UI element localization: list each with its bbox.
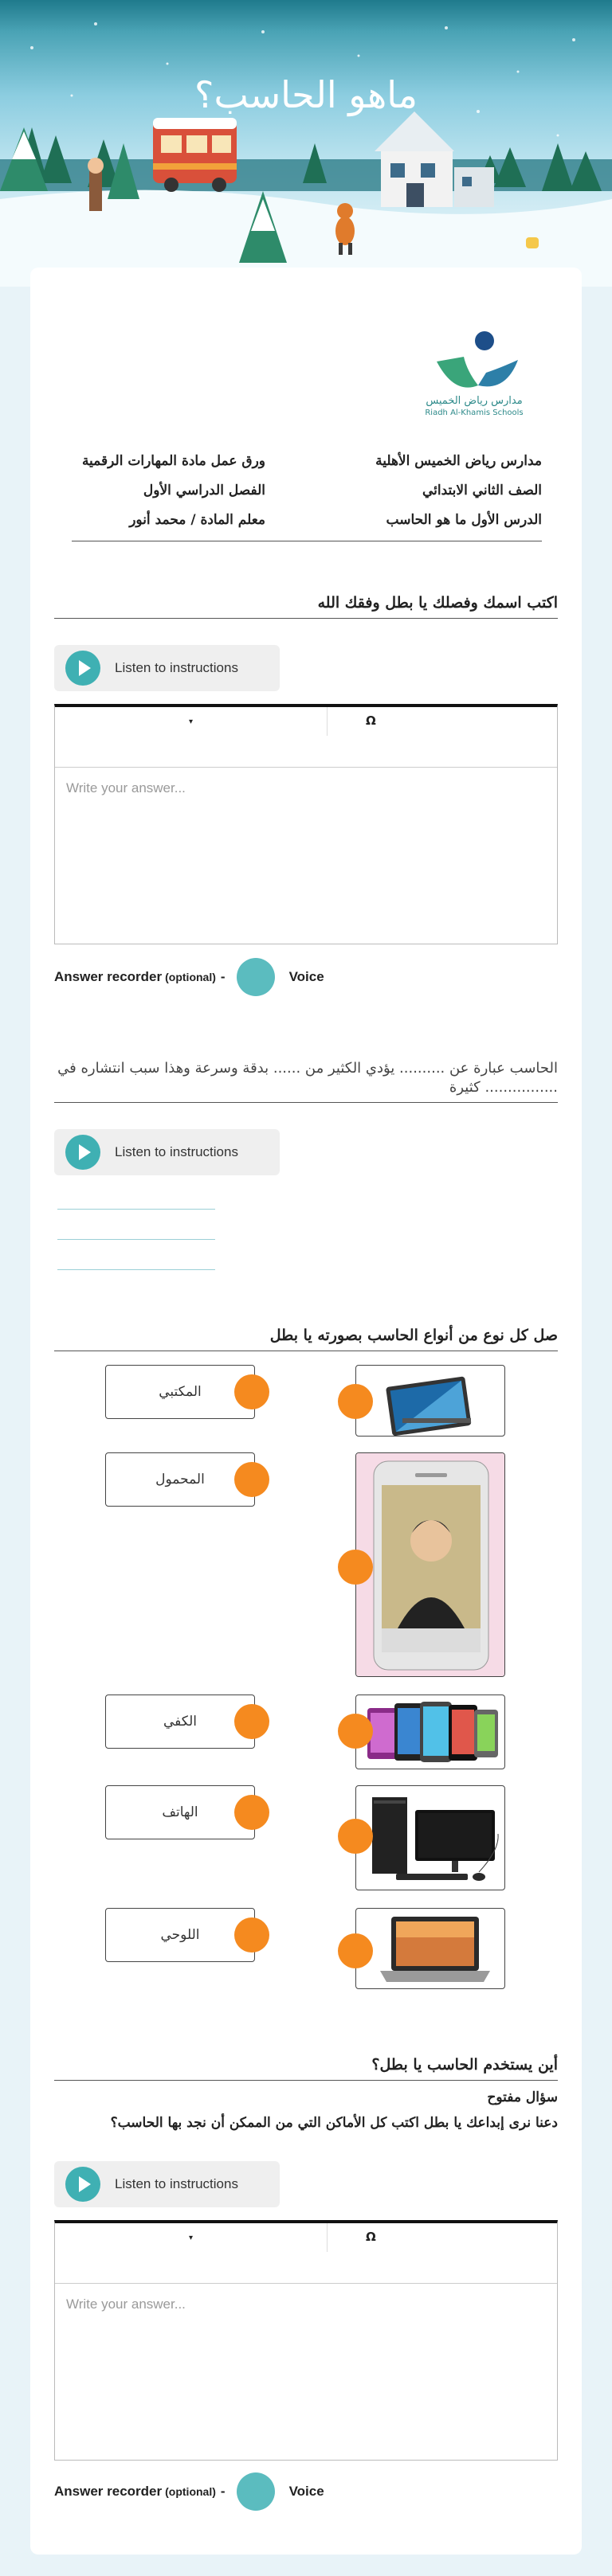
match-dot-word[interactable] — [234, 1795, 269, 1830]
match-word-tablet[interactable]: اللوحي — [105, 1908, 255, 1962]
handheld-devices-image[interactable] — [355, 1695, 505, 1769]
recorder-label: Answer recorder — [54, 2484, 163, 2499]
school-logo-english: Riadh Al-Khamis Schools — [425, 408, 524, 417]
answer-recorder-q4 — [54, 2472, 324, 2512]
answer-textarea[interactable]: Write your answer... — [66, 2297, 186, 2312]
answer-editor-q4 — [54, 2220, 558, 2461]
info-row — [72, 505, 542, 534]
winter-scene-illustration — [0, 0, 612, 287]
listen-label: Listen to instructions — [115, 2176, 238, 2191]
recorder-dash: - — [220, 2484, 226, 2499]
match-word-phone[interactable]: الهاتف — [105, 1785, 255, 1839]
listen-label: Listen to instructions — [115, 660, 238, 675]
info-row — [72, 475, 542, 505]
info-left: معلم المادة / محمد أنور — [129, 511, 265, 528]
recorder-optional: (optional) — [165, 2485, 216, 2498]
match-word-handheld[interactable]: الكفي — [105, 1695, 255, 1749]
answer-recorder-q1 — [54, 957, 324, 997]
info-right: الصف الثاني الابتدائي — [422, 482, 542, 498]
question-4-title: أين يستخدم الحاسب يا بطل؟ — [54, 2056, 558, 2081]
worksheet-card — [30, 268, 582, 2555]
match-word-laptop[interactable]: المحمول — [105, 1452, 255, 1507]
desktop-image[interactable] — [355, 1785, 505, 1890]
editor-toolbar — [55, 2223, 557, 2284]
match-word-desktop[interactable]: المكتبي — [105, 1365, 255, 1419]
format-dropdown[interactable]: ▾ — [55, 707, 328, 736]
voice-record-button[interactable] — [237, 2472, 275, 2511]
match-dot-image[interactable] — [338, 1550, 373, 1585]
info-right: الدرس الأول ما هو الحاسب — [386, 511, 542, 528]
fill-in-blank-text: الحاسب عبارة عن .......... يؤدي الكثير من ...... بدقة وسرعة وهذا سبب انتشاره في ................ كثيرة — [54, 1059, 558, 1103]
match-dot-word[interactable] — [234, 1462, 269, 1497]
match-dot-image[interactable] — [338, 1714, 373, 1749]
question-1-title: اكتب اسمك وفصلك يا بطل وفقك الله — [54, 594, 558, 619]
answer-blank-1[interactable] — [57, 1209, 215, 1210]
match-dot-image[interactable] — [338, 1384, 373, 1419]
laptop-image[interactable] — [355, 1908, 505, 1989]
question-3-title: صل كل نوع من أنواع الحاسب بصورته يا بطل — [54, 1327, 558, 1351]
answer-textarea[interactable]: Write your answer... — [66, 780, 186, 795]
answer-blank-2[interactable] — [57, 1239, 215, 1240]
header-banner — [0, 0, 612, 287]
editor-toolbar — [55, 707, 557, 768]
play-icon — [65, 1135, 100, 1170]
play-icon — [65, 2167, 100, 2202]
listen-button-q4[interactable] — [54, 2161, 280, 2207]
voice-record-button[interactable] — [237, 958, 275, 996]
match-dot-word[interactable] — [234, 1917, 269, 1953]
match-dot-image[interactable] — [338, 1819, 373, 1854]
special-character-button[interactable]: Ω — [366, 713, 376, 728]
listen-label: Listen to instructions — [115, 1144, 238, 1159]
recorder-dash: - — [220, 969, 226, 984]
info-left: ورق عمل مادة المهارات الرقمية — [81, 452, 265, 469]
info-left: الفصل الدراسي الأول — [143, 482, 265, 498]
voice-label: Voice — [288, 969, 324, 984]
school-info — [72, 446, 542, 541]
answer-editor-q1 — [54, 704, 558, 944]
info-row — [72, 446, 542, 475]
info-right: مدارس رياض الخميس الأهلية — [375, 452, 542, 469]
play-icon — [65, 651, 100, 686]
listen-button-q1[interactable] — [54, 645, 280, 691]
match-dot-word[interactable] — [234, 1374, 269, 1409]
format-dropdown[interactable]: ▾ — [55, 2223, 328, 2252]
tablet-image[interactable] — [355, 1365, 505, 1437]
school-logo-name: مدارس رياض الخميس — [426, 395, 523, 407]
question-4-prompt: دعنا نرى إبداعك يا بطل اكتب كل الأماكن التي من الممكن أن نجد بها الحاسب؟ — [110, 2115, 558, 2131]
answer-blank-3[interactable] — [57, 1269, 215, 1270]
match-dot-image[interactable] — [338, 1933, 373, 1968]
page-title: ماهو الحاسب؟ — [194, 73, 418, 116]
listen-button-q2[interactable] — [54, 1129, 280, 1175]
match-dot-word[interactable] — [234, 1704, 269, 1739]
special-character-button[interactable]: Ω — [366, 2230, 376, 2244]
phone-image[interactable] — [355, 1452, 505, 1677]
recorder-optional: (optional) — [165, 971, 216, 983]
question-type-label: سؤال مفتوح — [487, 2089, 558, 2105]
recorder-label: Answer recorder — [54, 969, 163, 984]
voice-label: Voice — [288, 2484, 324, 2499]
